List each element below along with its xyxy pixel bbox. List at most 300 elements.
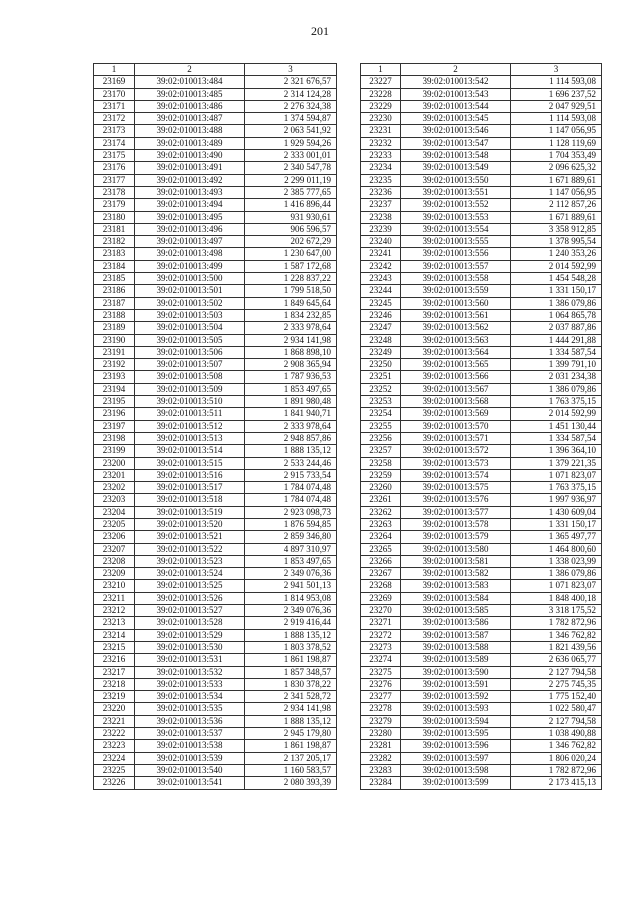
row-number-cell: 23245 (361, 297, 401, 309)
value-cell: 931 930,61 (245, 211, 337, 223)
value-cell: 1 430 609,04 (511, 506, 602, 518)
table-row (94, 432, 337, 444)
table-row (361, 100, 602, 112)
header-cell-number: 1 (94, 64, 135, 76)
value-cell: 1 853 497,65 (245, 555, 337, 567)
value-cell: 1 228 837,22 (245, 273, 337, 285)
table-row (94, 371, 337, 383)
cadastral-number-cell: 39:02:010013:537 (135, 728, 245, 740)
header-cell-number: 1 (361, 64, 401, 76)
table-row (94, 629, 337, 641)
table-row (361, 752, 602, 764)
value-cell: 2 321 676,57 (245, 76, 337, 88)
page-number: 201 (311, 24, 329, 38)
cadastral-number-cell: 39:02:010013:577 (401, 506, 511, 518)
table-row (361, 162, 602, 174)
value-cell: 1 386 079,86 (511, 568, 602, 580)
value-cell: 2 533 244,46 (245, 457, 337, 469)
table-row (361, 555, 602, 567)
cadastral-number-cell: 39:02:010013:502 (135, 297, 245, 309)
cadastral-number-cell: 39:02:010013:498 (135, 248, 245, 260)
cadastral-number-cell: 39:02:010013:547 (401, 137, 511, 149)
cadastral-number-cell: 39:02:010013:571 (401, 432, 511, 444)
cadastral-number-cell: 39:02:010013:548 (401, 150, 511, 162)
value-cell: 2 340 547,78 (245, 162, 337, 174)
cadastral-number-cell: 39:02:010013:511 (135, 408, 245, 420)
value-cell: 1 378 995,54 (511, 236, 602, 248)
right-register-table (360, 63, 602, 790)
table-header-row (94, 64, 337, 76)
cadastral-number-cell: 39:02:010013:595 (401, 728, 511, 740)
table-row (361, 629, 602, 641)
cadastral-number-cell: 39:02:010013:532 (135, 666, 245, 678)
value-cell: 2 314 124,28 (245, 88, 337, 100)
row-number-cell: 23241 (361, 248, 401, 260)
value-cell: 2 945 179,80 (245, 728, 337, 740)
cadastral-number-cell: 39:02:010013:533 (135, 678, 245, 690)
value-cell: 1 334 587,54 (511, 432, 602, 444)
row-number-cell: 23187 (94, 297, 135, 309)
row-number-cell: 23206 (94, 531, 135, 543)
cadastral-number-cell: 39:02:010013:567 (401, 383, 511, 395)
value-cell: 1 365 497,77 (511, 531, 602, 543)
cadastral-number-cell: 39:02:010013:591 (401, 678, 511, 690)
row-number-cell: 23275 (361, 666, 401, 678)
value-cell: 1 240 353,26 (511, 248, 602, 260)
table-row (94, 273, 337, 285)
left-register-table (93, 63, 337, 790)
value-cell: 2 908 365,94 (245, 359, 337, 371)
row-number-cell: 23198 (94, 432, 135, 444)
value-cell: 3 318 175,52 (511, 605, 602, 617)
row-number-cell: 23228 (361, 88, 401, 100)
table-row (361, 383, 602, 395)
table-row (361, 641, 602, 653)
table-row (94, 309, 337, 321)
cadastral-number-cell: 39:02:010013:484 (135, 76, 245, 88)
cadastral-number-cell: 39:02:010013:487 (135, 113, 245, 125)
row-number-cell: 23227 (361, 76, 401, 88)
cadastral-number-cell: 39:02:010013:580 (401, 543, 511, 555)
row-number-cell: 23239 (361, 223, 401, 235)
cadastral-number-cell: 39:02:010013:504 (135, 322, 245, 334)
cadastral-number-cell: 39:02:010013:575 (401, 482, 511, 494)
cadastral-number-cell: 39:02:010013:500 (135, 273, 245, 285)
row-number-cell: 23208 (94, 555, 135, 567)
row-number-cell: 23211 (94, 592, 135, 604)
row-number-cell: 23274 (361, 654, 401, 666)
table-row (94, 777, 337, 789)
cadastral-number-cell: 39:02:010013:513 (135, 432, 245, 444)
table-row (361, 273, 602, 285)
table-row (94, 236, 337, 248)
row-number-cell: 23180 (94, 211, 135, 223)
cadastral-number-cell: 39:02:010013:597 (401, 752, 511, 764)
table-row (361, 678, 602, 690)
value-cell: 1 888 135,12 (245, 629, 337, 641)
cadastral-number-cell: 39:02:010013:550 (401, 174, 511, 186)
table-row (94, 359, 337, 371)
value-cell: 1 334 587,54 (511, 346, 602, 358)
row-number-cell: 23260 (361, 482, 401, 494)
header-cell-cadastral: 2 (401, 64, 511, 76)
cadastral-number-cell: 39:02:010013:562 (401, 322, 511, 334)
cadastral-number-cell: 39:02:010013:565 (401, 359, 511, 371)
value-cell: 2 349 076,36 (245, 605, 337, 617)
value-cell: 1 876 594,85 (245, 518, 337, 530)
row-number-cell: 23266 (361, 555, 401, 567)
table-row (94, 518, 337, 530)
value-cell: 202 672,29 (245, 236, 337, 248)
value-cell: 1 038 490,88 (511, 728, 602, 740)
table-row (94, 764, 337, 776)
row-number-cell: 23250 (361, 359, 401, 371)
cadastral-number-cell: 39:02:010013:520 (135, 518, 245, 530)
row-number-cell: 23175 (94, 150, 135, 162)
row-number-cell: 23240 (361, 236, 401, 248)
row-number-cell: 23283 (361, 764, 401, 776)
value-cell: 1 671 889,61 (511, 211, 602, 223)
row-number-cell: 23210 (94, 580, 135, 592)
value-cell: 1 857 348,57 (245, 666, 337, 678)
table-row (361, 150, 602, 162)
row-number-cell: 23264 (361, 531, 401, 543)
value-cell: 1 763 375,15 (511, 396, 602, 408)
row-number-cell: 23213 (94, 617, 135, 629)
value-cell: 1 861 198,87 (245, 740, 337, 752)
row-number-cell: 23176 (94, 162, 135, 174)
table-row (94, 383, 337, 395)
value-cell: 2 037 887,86 (511, 322, 602, 334)
value-cell: 2 137 205,17 (245, 752, 337, 764)
cadastral-number-cell: 39:02:010013:517 (135, 482, 245, 494)
row-number-cell: 23179 (94, 199, 135, 211)
table-row (361, 482, 602, 494)
value-cell: 1 064 865,78 (511, 309, 602, 321)
value-cell: 2 859 346,80 (245, 531, 337, 543)
cadastral-number-cell: 39:02:010013:544 (401, 100, 511, 112)
table-row (361, 297, 602, 309)
value-cell: 1 374 594,87 (245, 113, 337, 125)
cadastral-number-cell: 39:02:010013:506 (135, 346, 245, 358)
row-number-cell: 23195 (94, 396, 135, 408)
value-cell: 1 464 800,60 (511, 543, 602, 555)
cadastral-number-cell: 39:02:010013:508 (135, 371, 245, 383)
table-row (361, 432, 602, 444)
value-cell: 1 396 364,10 (511, 445, 602, 457)
value-cell: 1 444 291,88 (511, 334, 602, 346)
cadastral-number-cell: 39:02:010013:545 (401, 113, 511, 125)
table-row (94, 691, 337, 703)
cadastral-number-cell: 39:02:010013:514 (135, 445, 245, 457)
row-number-cell: 23174 (94, 137, 135, 149)
value-cell: 1 782 872,96 (511, 617, 602, 629)
row-number-cell: 23173 (94, 125, 135, 137)
table-row (94, 88, 337, 100)
table-row (361, 359, 602, 371)
value-cell: 2 080 393,39 (245, 777, 337, 789)
row-number-cell: 23276 (361, 678, 401, 690)
value-cell: 2 934 141,98 (245, 334, 337, 346)
table-row (361, 309, 602, 321)
row-number-cell: 23223 (94, 740, 135, 752)
row-number-cell: 23252 (361, 383, 401, 395)
row-number-cell: 23280 (361, 728, 401, 740)
value-cell: 1 821 439,56 (511, 641, 602, 653)
value-cell: 1 071 823,07 (511, 580, 602, 592)
value-cell: 1 160 583,57 (245, 764, 337, 776)
table-row (361, 506, 602, 518)
row-number-cell: 23269 (361, 592, 401, 604)
row-number-cell: 23281 (361, 740, 401, 752)
cadastral-number-cell: 39:02:010013:525 (135, 580, 245, 592)
row-number-cell: 23219 (94, 691, 135, 703)
table-row (94, 162, 337, 174)
value-cell: 1 022 580,47 (511, 703, 602, 715)
table-row (361, 396, 602, 408)
table-row (361, 666, 602, 678)
value-cell: 1 071 823,07 (511, 469, 602, 481)
row-number-cell: 23172 (94, 113, 135, 125)
table-row (94, 482, 337, 494)
table-row (94, 654, 337, 666)
row-number-cell: 23284 (361, 777, 401, 789)
table-row (94, 641, 337, 653)
table-row (361, 568, 602, 580)
table-row (361, 617, 602, 629)
value-cell: 2 333 001,01 (245, 150, 337, 162)
cadastral-number-cell: 39:02:010013:521 (135, 531, 245, 543)
row-number-cell: 23181 (94, 223, 135, 235)
cadastral-number-cell: 39:02:010013:531 (135, 654, 245, 666)
cadastral-number-cell: 39:02:010013:552 (401, 199, 511, 211)
table-row (361, 322, 602, 334)
table-row (94, 408, 337, 420)
row-number-cell: 23185 (94, 273, 135, 285)
table-row (94, 580, 337, 592)
row-number-cell: 23282 (361, 752, 401, 764)
cadastral-number-cell: 39:02:010013:561 (401, 309, 511, 321)
value-cell: 2 948 857,86 (245, 432, 337, 444)
value-cell: 1 814 953,08 (245, 592, 337, 604)
value-cell: 1 338 023,99 (511, 555, 602, 567)
cadastral-number-cell: 39:02:010013:491 (135, 162, 245, 174)
row-number-cell: 23277 (361, 691, 401, 703)
cadastral-number-cell: 39:02:010013:526 (135, 592, 245, 604)
cadastral-number-cell: 39:02:010013:497 (135, 236, 245, 248)
cadastral-number-cell: 39:02:010013:495 (135, 211, 245, 223)
table-row (94, 420, 337, 432)
table-row (361, 371, 602, 383)
table-row (94, 445, 337, 457)
row-number-cell: 23247 (361, 322, 401, 334)
value-cell: 1 114 593,08 (511, 113, 602, 125)
cadastral-number-cell: 39:02:010013:570 (401, 420, 511, 432)
row-number-cell: 23191 (94, 346, 135, 358)
value-cell: 2 636 065,77 (511, 654, 602, 666)
cadastral-number-cell: 39:02:010013:549 (401, 162, 511, 174)
row-number-cell: 23196 (94, 408, 135, 420)
cadastral-number-cell: 39:02:010013:559 (401, 285, 511, 297)
value-cell: 2 014 592,99 (511, 408, 602, 420)
table-header-row (361, 64, 602, 76)
table-row (94, 125, 337, 137)
row-number-cell: 23199 (94, 445, 135, 457)
table-row (361, 740, 602, 752)
table-row (361, 777, 602, 789)
row-number-cell: 23225 (94, 764, 135, 776)
table-row (361, 580, 602, 592)
cadastral-number-cell: 39:02:010013:569 (401, 408, 511, 420)
value-cell: 2 299 011,19 (245, 174, 337, 186)
value-cell: 1 787 936,53 (245, 371, 337, 383)
table-row (94, 248, 337, 260)
row-number-cell: 23221 (94, 715, 135, 727)
value-cell: 1 587 172,68 (245, 260, 337, 272)
cadastral-number-cell: 39:02:010013:494 (135, 199, 245, 211)
row-number-cell: 23229 (361, 100, 401, 112)
value-cell: 2 333 978,64 (245, 322, 337, 334)
row-number-cell: 23251 (361, 371, 401, 383)
table-row (94, 555, 337, 567)
cadastral-number-cell: 39:02:010013:496 (135, 223, 245, 235)
cadastral-number-cell: 39:02:010013:581 (401, 555, 511, 567)
row-number-cell: 23202 (94, 482, 135, 494)
cadastral-number-cell: 39:02:010013:583 (401, 580, 511, 592)
row-number-cell: 23262 (361, 506, 401, 518)
row-number-cell: 23265 (361, 543, 401, 555)
value-cell: 2 275 745,35 (511, 678, 602, 690)
table-row (361, 260, 602, 272)
value-cell: 1 891 980,48 (245, 396, 337, 408)
table-row (361, 248, 602, 260)
value-cell: 1 128 119,69 (511, 137, 602, 149)
cadastral-number-cell: 39:02:010013:556 (401, 248, 511, 260)
row-number-cell: 23209 (94, 568, 135, 580)
table-row (94, 617, 337, 629)
value-cell: 1 853 497,65 (245, 383, 337, 395)
row-number-cell: 23188 (94, 309, 135, 321)
value-cell: 1 888 135,12 (245, 715, 337, 727)
row-number-cell: 23268 (361, 580, 401, 592)
value-cell: 1 868 898,10 (245, 346, 337, 358)
table-row (94, 592, 337, 604)
row-number-cell: 23220 (94, 703, 135, 715)
value-cell: 1 114 593,08 (511, 76, 602, 88)
value-cell: 1 830 378,22 (245, 678, 337, 690)
row-number-cell: 23214 (94, 629, 135, 641)
value-cell: 906 596,57 (245, 223, 337, 235)
row-number-cell: 23270 (361, 605, 401, 617)
table-row (94, 703, 337, 715)
row-number-cell: 23253 (361, 396, 401, 408)
cadastral-number-cell: 39:02:010013:560 (401, 297, 511, 309)
cadastral-number-cell: 39:02:010013:557 (401, 260, 511, 272)
cadastral-number-cell: 39:02:010013:587 (401, 629, 511, 641)
row-number-cell: 23189 (94, 322, 135, 334)
cadastral-number-cell: 39:02:010013:507 (135, 359, 245, 371)
cadastral-number-cell: 39:02:010013:523 (135, 555, 245, 567)
row-number-cell: 23171 (94, 100, 135, 112)
value-cell: 1 775 152,40 (511, 691, 602, 703)
row-number-cell: 23248 (361, 334, 401, 346)
value-cell: 2 096 625,32 (511, 162, 602, 174)
value-cell: 2 941 501,13 (245, 580, 337, 592)
header-cell-value: 3 (511, 64, 602, 76)
cadastral-number-cell: 39:02:010013:558 (401, 273, 511, 285)
cadastral-number-cell: 39:02:010013:528 (135, 617, 245, 629)
value-cell: 2 349 076,36 (245, 568, 337, 580)
value-cell: 1 331 150,17 (511, 285, 602, 297)
cadastral-number-cell: 39:02:010013:542 (401, 76, 511, 88)
cadastral-number-cell: 39:02:010013:593 (401, 703, 511, 715)
cadastral-number-cell: 39:02:010013:551 (401, 186, 511, 198)
cadastral-number-cell: 39:02:010013:492 (135, 174, 245, 186)
value-cell: 1 763 375,15 (511, 482, 602, 494)
cadastral-number-cell: 39:02:010013:485 (135, 88, 245, 100)
value-cell: 1 147 056,95 (511, 186, 602, 198)
value-cell: 1 849 645,64 (245, 297, 337, 309)
row-number-cell: 23216 (94, 654, 135, 666)
row-number-cell: 23233 (361, 150, 401, 162)
table-row (361, 285, 602, 297)
table-row (94, 396, 337, 408)
value-cell: 1 147 056,95 (511, 125, 602, 137)
cadastral-number-cell: 39:02:010013:566 (401, 371, 511, 383)
row-number-cell: 23259 (361, 469, 401, 481)
cadastral-number-cell: 39:02:010013:564 (401, 346, 511, 358)
row-number-cell: 23256 (361, 432, 401, 444)
value-cell: 1 929 594,26 (245, 137, 337, 149)
table-row (94, 174, 337, 186)
row-number-cell: 23178 (94, 186, 135, 198)
cadastral-number-cell: 39:02:010013:578 (401, 518, 511, 530)
cadastral-number-cell: 39:02:010013:536 (135, 715, 245, 727)
value-cell: 2 276 324,38 (245, 100, 337, 112)
table-row (94, 506, 337, 518)
table-row (361, 764, 602, 776)
value-cell: 1 386 079,86 (511, 383, 602, 395)
value-cell: 1 997 936,97 (511, 494, 602, 506)
table-row (361, 543, 602, 555)
value-cell: 2 173 415,13 (511, 777, 602, 789)
row-number-cell: 23272 (361, 629, 401, 641)
value-cell: 1 451 130,44 (511, 420, 602, 432)
value-cell: 2 915 733,54 (245, 469, 337, 481)
cadastral-number-cell: 39:02:010013:486 (135, 100, 245, 112)
value-cell: 2 047 929,51 (511, 100, 602, 112)
table-row (94, 469, 337, 481)
value-cell: 1 784 074,48 (245, 482, 337, 494)
row-number-cell: 23212 (94, 605, 135, 617)
table-row (361, 518, 602, 530)
table-row (361, 211, 602, 223)
cadastral-number-cell: 39:02:010013:585 (401, 605, 511, 617)
value-cell: 1 346 762,82 (511, 740, 602, 752)
cadastral-number-cell: 39:02:010013:522 (135, 543, 245, 555)
value-cell: 2 333 978,64 (245, 420, 337, 432)
row-number-cell: 23258 (361, 457, 401, 469)
table-row (94, 211, 337, 223)
row-number-cell: 23254 (361, 408, 401, 420)
value-cell: 1 848 400,18 (511, 592, 602, 604)
row-number-cell: 23215 (94, 641, 135, 653)
cadastral-number-cell: 39:02:010013:582 (401, 568, 511, 580)
cadastral-number-cell: 39:02:010013:568 (401, 396, 511, 408)
row-number-cell: 23231 (361, 125, 401, 137)
cadastral-number-cell: 39:02:010013:524 (135, 568, 245, 580)
header-cell-value: 3 (245, 64, 337, 76)
